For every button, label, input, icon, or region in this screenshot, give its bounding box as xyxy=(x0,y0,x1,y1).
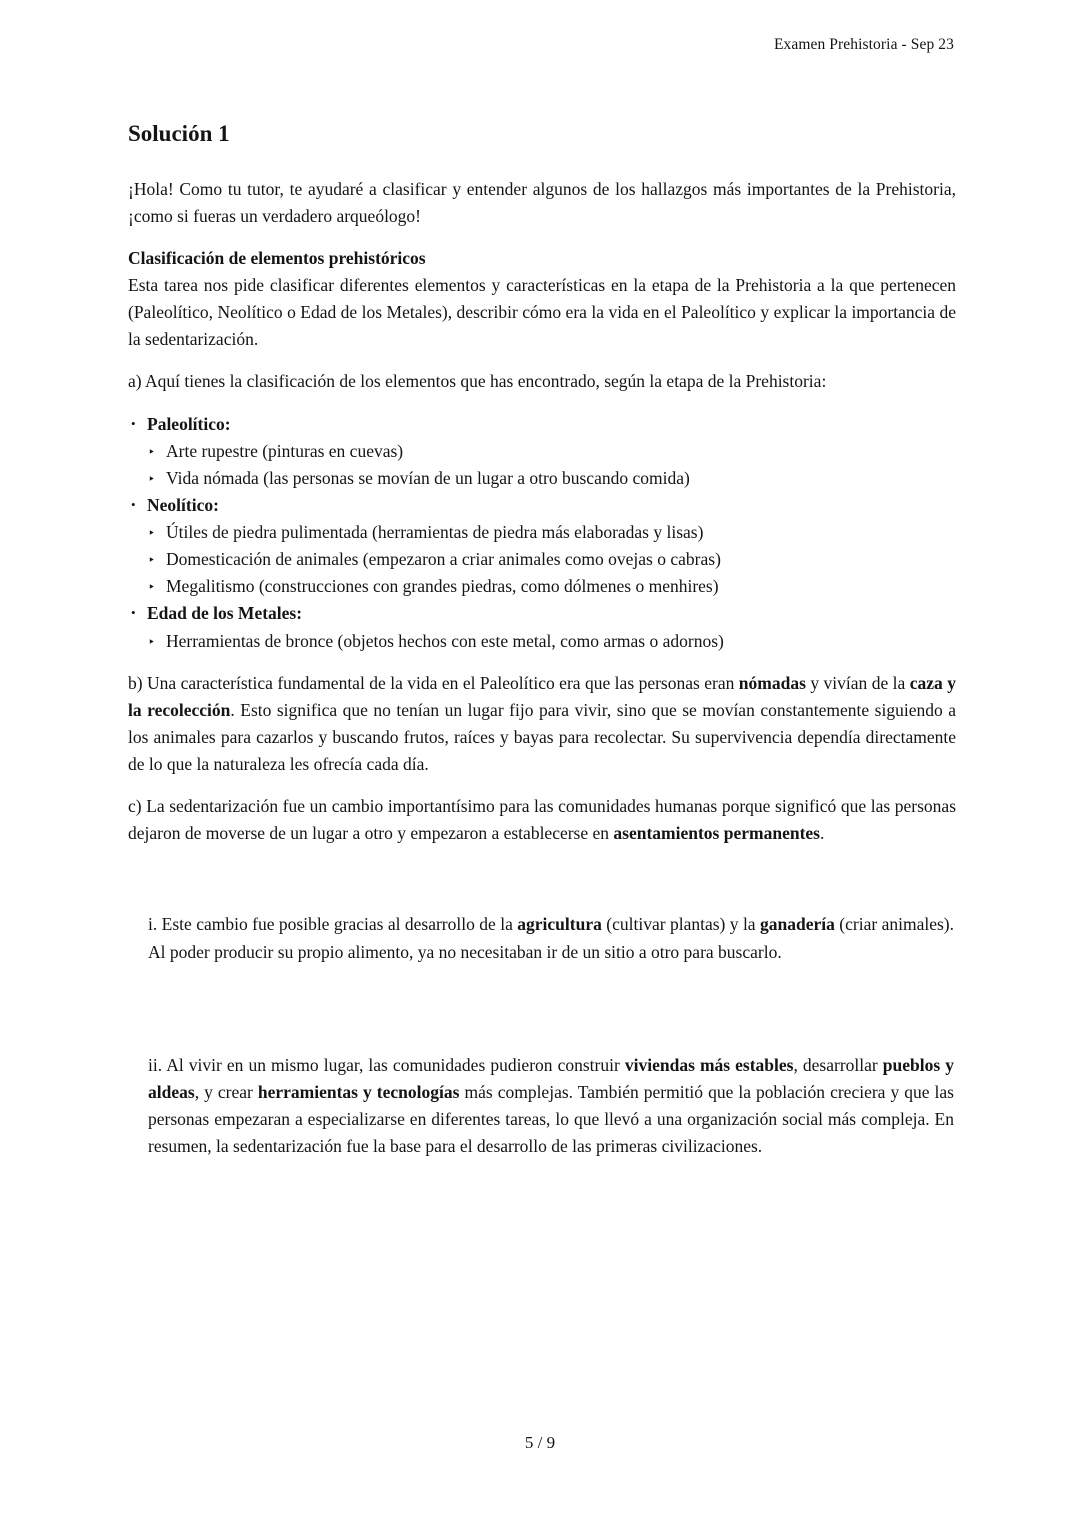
text-segment: c) La sedentarización fue un cambio importantísimo para las comunidades humanas porque significó que las personas dejaron de moverse de un lugar a otro y empezaron a establecerse en xyxy=(128,796,956,844)
classification-description: Esta tarea nos pide clasificar diferentes elementos y características en la etapa de la Prehistoria a la que pertenecen (Paleolítico, Neolítico o Edad de los Metales), describir cómo era la vida en el Paleolítico y explicar la importancia de la sedentarización. xyxy=(128,275,956,350)
page-header xyxy=(774,36,954,54)
era-item: Útiles de piedra pulimentada (herramientas de piedra más elaboradas y lisas) xyxy=(166,522,704,543)
era-label: Paleolítico: xyxy=(147,413,231,434)
list-item xyxy=(148,438,956,465)
text-segment: . xyxy=(819,823,825,844)
answer-part-i xyxy=(148,911,954,965)
bold-text: asentamientos permanentes xyxy=(613,823,820,844)
list-item xyxy=(148,573,956,600)
bold-text: pueblos y aldeas xyxy=(148,1054,954,1102)
triangle-bullet-icon: ‣ xyxy=(148,580,156,595)
text-segment: . Esto significa que no tenían un lugar fijo para vivir, sino que se movían constantemente siguiendo a los animales para cazarlos y buscando frutos, raíces y bayas para recolectar. Su supervivencia dependía directamente de lo que la naturaleza les ofrecía cada día. xyxy=(128,699,957,775)
bold-text: caza y la recolección xyxy=(128,672,956,720)
bold-text: agricultura xyxy=(517,914,602,935)
era-item: Vida nómada (las personas se movían de un lugar a otro buscando comida) xyxy=(166,467,690,488)
solution-title: Solución 1 xyxy=(128,121,230,146)
list-item xyxy=(148,628,956,655)
page-footer xyxy=(0,1433,1080,1453)
answer-part-c xyxy=(128,793,956,847)
header-text: Examen Prehistoria - Sep 23 xyxy=(773,36,954,53)
list-item xyxy=(148,546,956,573)
document-content xyxy=(128,116,956,1175)
intro-paragraph: ¡Hola! Como tu tutor, te ayudaré a clasificar y entender algunos de los hallazgos más importantes de la Prehistoria, ¡como si fueras un verdadero arqueólogo! xyxy=(128,178,956,226)
era-label: Edad de los Metales: xyxy=(147,603,303,624)
triangle-bullet-icon: ‣ xyxy=(148,444,156,459)
text-segment: b) Una característica fundamental de la vida en el Paleolítico era que las personas eran xyxy=(128,672,739,693)
bullet-icon: • xyxy=(131,415,136,431)
bold-text: viviendas más estables xyxy=(624,1054,794,1075)
era-label: Neolítico: xyxy=(147,494,219,515)
text-segment: más complejas. También permitió que la población creciera y que las personas empezaran a especializarse en diferentes tareas, lo que llevó a una organización social más compleja. En resumen, la sedentarización fue la base para el desarrollo de las primeras civilizaciones. xyxy=(148,1081,954,1157)
bold-text: herramientas y tecnologías xyxy=(257,1081,460,1102)
era-item: Megalitismo (construcciones con grandes piedras, como dólmenes o menhires) xyxy=(166,576,719,597)
era-label-row xyxy=(128,411,956,438)
triangle-bullet-icon: ‣ xyxy=(148,526,156,541)
bold-text: ganadería xyxy=(760,914,835,935)
triangle-bullet-icon: ‣ xyxy=(148,634,156,649)
page-number: 5 / 9 xyxy=(524,1433,556,1452)
era-item: Arte rupestre (pinturas en cuevas) xyxy=(166,440,404,461)
bullet-icon: • xyxy=(131,496,136,512)
list-group-edad-metales xyxy=(128,600,956,654)
list-item xyxy=(148,465,956,492)
text-segment: ii. Al vivir en un mismo lugar, las comunidades pudieron construir xyxy=(148,1054,625,1075)
text-segment: y vivían de la xyxy=(805,672,910,693)
text-segment: (cultivar plantas) y la xyxy=(601,914,760,935)
era-item: Herramientas de bronce (objetos hechos con este metal, como armas o adornos) xyxy=(166,630,724,651)
text-segment: , y crear xyxy=(194,1081,258,1102)
classification-list xyxy=(128,411,956,655)
text-segment: i. Este cambio fue posible gracias al desarrollo de la xyxy=(148,914,518,935)
triangle-bullet-icon: ‣ xyxy=(148,471,156,486)
era-label-row xyxy=(128,600,956,627)
answer-part-b xyxy=(128,670,956,779)
part-a-lead: a) Aquí tienes la clasificación de los elementos que has encontrado, según la etapa de la Prehistoria: xyxy=(128,371,827,392)
bold-text: nómadas xyxy=(738,672,806,693)
triangle-bullet-icon: ‣ xyxy=(148,553,156,568)
text-segment: (criar animales). Al poder producir su propio alimento, ya no necesitaban ir de un sitio a otro para buscarlo. xyxy=(148,914,954,962)
era-item: Domesticación de animales (empezaron a criar animales como ovejas o cabras) xyxy=(166,549,721,570)
text-segment: , desarrollar xyxy=(793,1054,883,1075)
list-item xyxy=(148,519,956,546)
list-group-paleolitico xyxy=(128,411,956,492)
classification-heading: Clasificación de elementos prehistóricos xyxy=(128,247,426,268)
list-group-neolitico xyxy=(128,492,956,601)
answer-part-ii xyxy=(148,1052,954,1161)
era-label-row xyxy=(128,492,956,519)
bullet-icon: • xyxy=(131,605,136,621)
